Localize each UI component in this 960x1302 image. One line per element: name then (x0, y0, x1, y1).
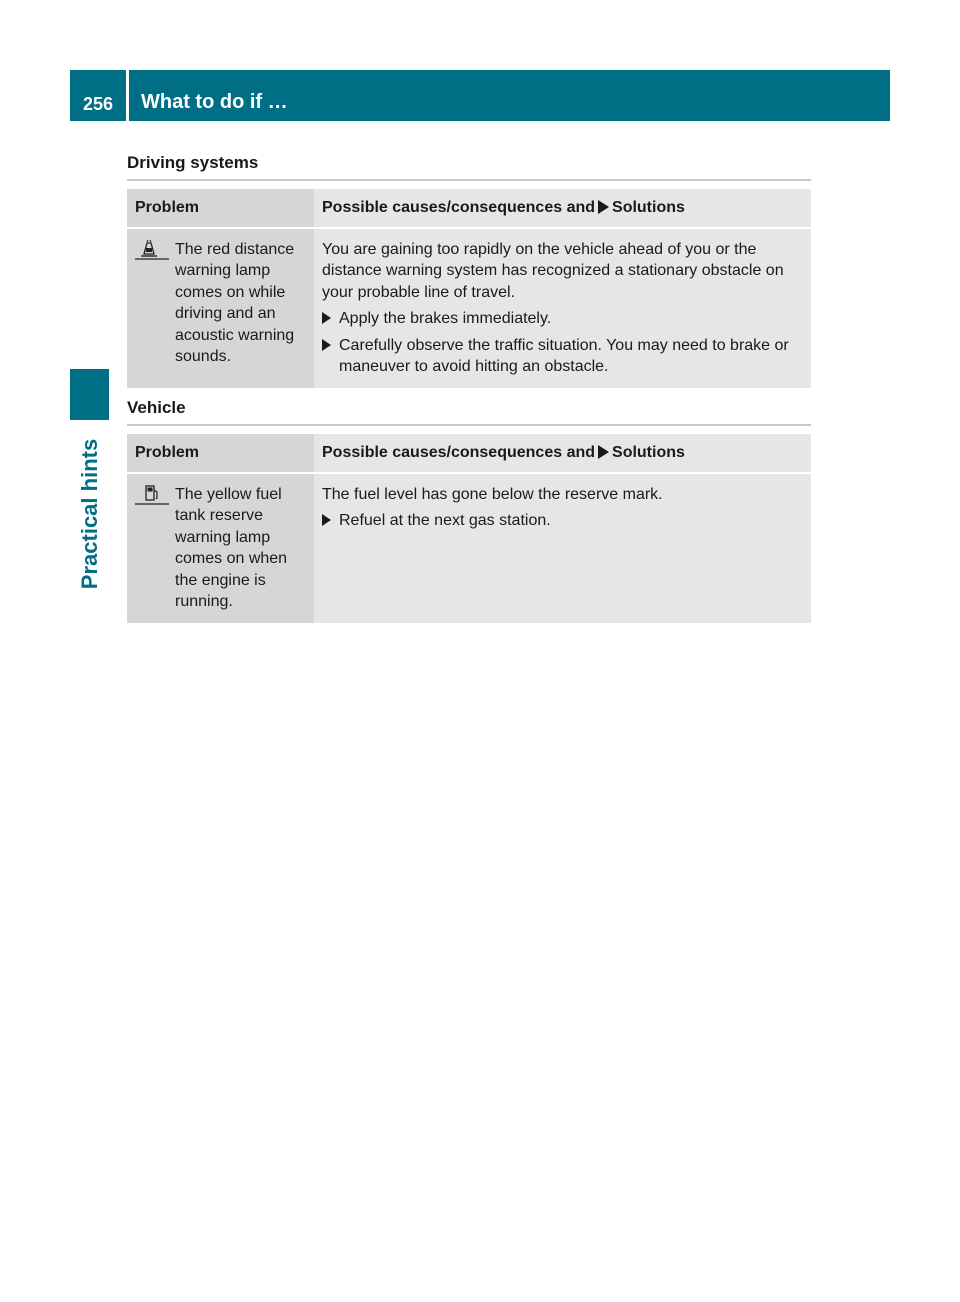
column-header-solutions (314, 434, 811, 473)
action-step-text: Apply the brakes immediately. (339, 310, 552, 327)
side-tab-marker (70, 369, 109, 420)
action-step-text: Carefully observe the traffic situation. You may need to brake or maneuver to avoid hitting an obstacle. (339, 336, 789, 375)
section-title: Driving systems (127, 153, 811, 181)
fuel-pump-icon (135, 484, 175, 613)
problem-text: The yellow fuel tank reserve warning lamp comes on when the engine is running. (175, 485, 288, 610)
column-header-solutions-suffix: Solutions (612, 444, 685, 461)
page-number: 256 (70, 70, 126, 121)
problem-cell (127, 473, 314, 623)
arrow-right-icon (322, 312, 331, 324)
column-header-problem: Problem (127, 434, 314, 473)
distance-warning-icon (135, 239, 175, 368)
chapter-title: What to do if … (129, 70, 890, 121)
section-vehicle (127, 398, 811, 623)
problem-table (127, 434, 811, 623)
arrow-right-icon (322, 339, 331, 351)
action-step (322, 308, 803, 330)
solution-cell (314, 228, 811, 388)
side-tab (70, 424, 109, 604)
column-header-solutions-text: Possible causes/consequences and (322, 199, 596, 216)
arrow-right-icon (598, 445, 609, 459)
problem-table (127, 189, 811, 388)
arrow-right-icon (322, 514, 331, 526)
table-row (127, 473, 811, 623)
section-title: Vehicle (127, 398, 811, 426)
action-step (322, 335, 803, 378)
column-header-solutions-text: Possible causes/consequences and (322, 444, 596, 461)
section-driving-systems (127, 153, 811, 388)
side-tab-label: Practical hints (76, 438, 102, 590)
column-header-solutions-suffix: Solutions (612, 199, 685, 216)
table-row (127, 228, 811, 388)
problem-cell (127, 228, 314, 388)
column-header-solutions (314, 189, 811, 228)
arrow-right-icon (598, 200, 609, 214)
action-step (322, 510, 803, 532)
column-header-problem: Problem (127, 189, 314, 228)
cause-text: You are gaining too rapidly on the vehicle ahead of you or the distance warning system has recognized a stationary obstacle on your probable line of travel. (322, 240, 784, 301)
solution-cell (314, 473, 811, 623)
table-header-row (127, 434, 811, 473)
table-header-row (127, 189, 811, 228)
cause-text: The fuel level has gone below the reserve mark. (322, 485, 663, 503)
problem-text: The red distance warning lamp comes on while driving and an acoustic warning sounds. (175, 240, 295, 365)
action-step-text: Refuel at the next gas station. (339, 512, 551, 529)
